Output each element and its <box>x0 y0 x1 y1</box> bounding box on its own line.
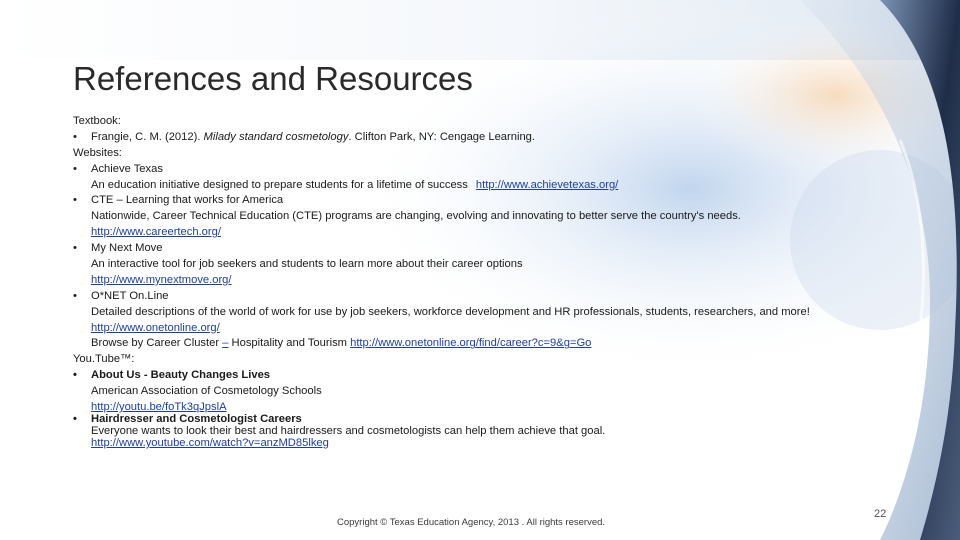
website-link-achievetexas[interactable]: http://www.achievetexas.org/ <box>475 178 619 191</box>
website-name: • Achieve Texas <box>73 162 933 178</box>
citation-author: Frangie, C. M. (2012). <box>91 130 204 143</box>
bullet-icon: • <box>73 369 77 382</box>
youtube-heading: You.Tube™: <box>73 353 135 366</box>
websites-heading: Websites: <box>73 146 122 159</box>
video-description: Everyone wants to look their best and hairdressers and cosmetologists can help them achieve that goal. <box>91 425 606 438</box>
website-name: • CTE – Learning that works for America <box>73 193 933 209</box>
website-name: • My Next Move <box>73 241 933 257</box>
website-description: Nationwide, Career Technical Education (CTE) programs are changing, evolving and innovating to better serve the country's needs. <box>91 210 741 223</box>
website-url <box>73 321 933 337</box>
bullet-icon: • <box>73 162 77 175</box>
bullet-icon: • <box>73 242 77 255</box>
video-link-careers[interactable]: http://www.youtube.com/watch?v=anzMD85lkeg <box>91 437 329 450</box>
copyright-footer: Copyright © Texas Education Agency, 2013 . All rights reserved. <box>337 517 606 528</box>
slide-title: References and Resources <box>73 60 473 97</box>
website-link-careertech[interactable]: http://www.careertech.org/ <box>91 226 221 239</box>
video-title: • Hairdresser and Cosmetologist Careers <box>73 412 933 424</box>
page-number: 22 <box>874 508 887 520</box>
bullet-icon: • <box>73 130 77 143</box>
career-cluster-link[interactable]: http://www.onetonline.org/find/career?c=9&g=Go <box>350 337 592 350</box>
career-cluster-line: Browse by Career Cluster – Hospitality and Tourism http://www.onetonline.org/find/career?c=9&g=Go <box>91 337 592 350</box>
bullet-icon: • <box>73 289 77 302</box>
bullet-icon: • <box>73 413 77 426</box>
bullet-icon: • <box>73 194 77 207</box>
website-description: An interactive tool for job seekers and students to learn more about their career options <box>91 258 523 271</box>
citation-publisher: . Clifton Park, NY: Cengage Learning. <box>348 130 536 143</box>
video-title: • About Us - Beauty Changes Lives <box>73 368 933 384</box>
slide-body <box>73 114 933 452</box>
website-link-onetonline[interactable]: http://www.onetonline.org/ <box>91 321 220 334</box>
video-url <box>73 436 933 452</box>
career-cluster-dash: – <box>222 337 229 350</box>
video-url <box>73 400 933 412</box>
video-description: American Association of Cosmetology Schools <box>91 385 322 398</box>
website-name: • O*NET On.Line <box>73 289 933 305</box>
video-link-aacs[interactable]: http://youtu.be/foTk3qJpslA <box>91 401 227 414</box>
website-link-mynextmove[interactable]: http://www.mynextmove.org/ <box>91 273 232 286</box>
textbook-heading: Textbook: <box>73 115 121 127</box>
website-url <box>73 273 933 289</box>
citation-book-title: Milady standard cosmetology <box>203 130 349 143</box>
website-description: Detailed descriptions of the world of work for use by job seekers, workforce development and HR professionals, students, researchers, and more! <box>91 305 810 318</box>
website-description: An education initiative designed to prepare students for a lifetime of success http://www.achievetexas.org/ <box>91 178 619 191</box>
textbook-citation <box>73 130 933 146</box>
website-url <box>73 225 933 241</box>
